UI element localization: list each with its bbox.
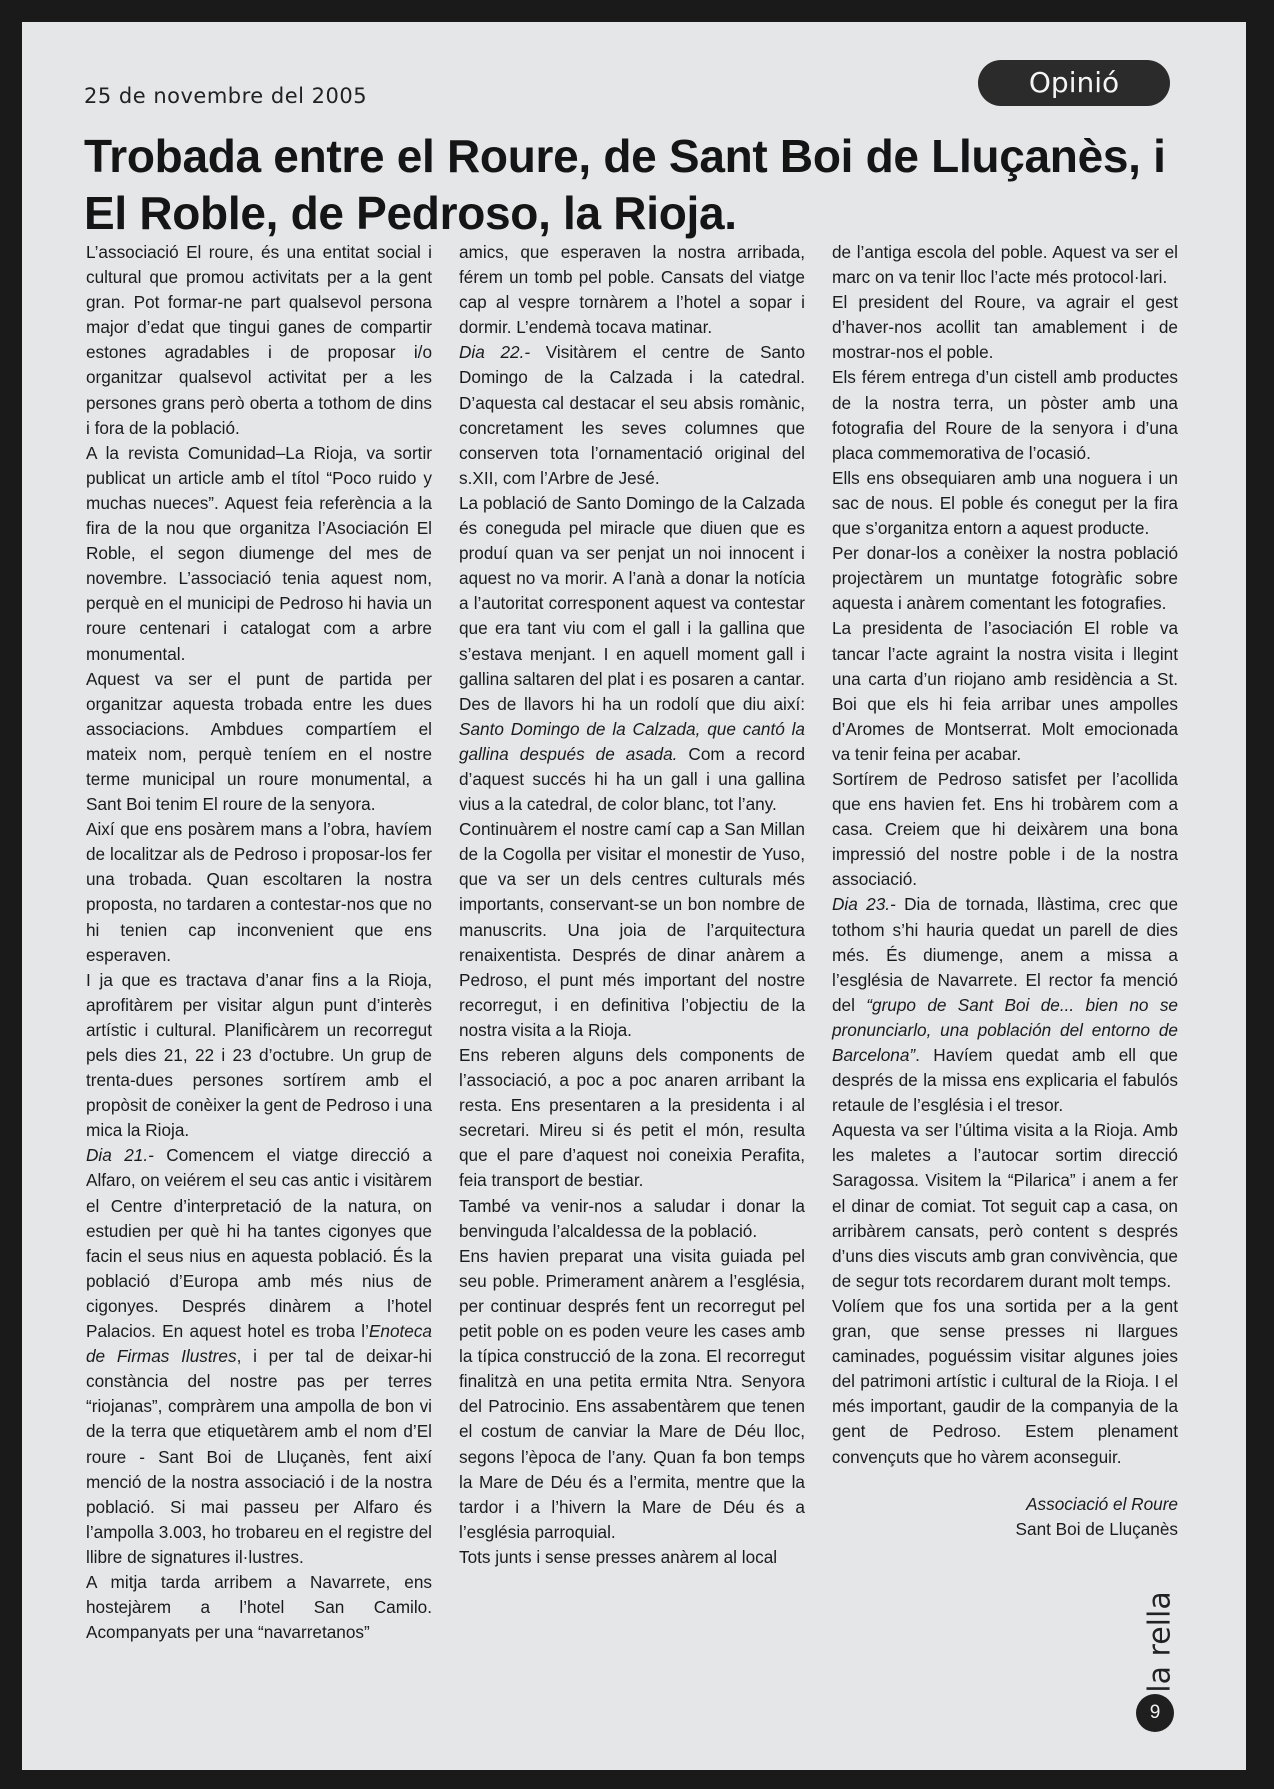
day-label: Dia 23.-	[832, 894, 896, 915]
column-3	[832, 240, 1178, 1542]
paragraph: Tots junts i sense presses anàrem al local	[459, 1546, 778, 1567]
brand-text: la rella	[1142, 1591, 1178, 1693]
paragraph: de l’antiga escola del poble. Aquest va ser el marc on va tenir lloc l’acte més protocol·lari.	[832, 242, 1178, 288]
paragraph: Els férem entrega d’un cistell amb productes de la nostra terra, un pòster amb una fotografia del Roure de la senyora i d’una placa commemorativa de l’ocasió.	[832, 367, 1178, 463]
column-2	[459, 240, 805, 1570]
article-title: Trobada entre el Roure, de Sant Boi de Lluçanès, i El Roble, de Pedroso, la Rioja.	[84, 130, 1166, 239]
issue-date: 25 de novembre del 2005	[84, 84, 368, 108]
paragraph: Sortírem de Pedroso satisfet per l’acollida que ens havien fet. Ens hi trobàrem com a casa. Creiem que hi deixàrem una bona impressió del nostre poble i de la nostra associació.	[832, 768, 1178, 890]
paragraph: També va venir-nos a saludar i donar la benvinguda l’alcaldessa de la població.	[459, 1195, 805, 1241]
text-run: La població de Santo Domingo de la Calzada és coneguda pel miracle que diuen que es produí quan va ser penjat un noi innocent i aquest no va morir. A l’anà a donar la notícia a l’autoritat corresponent aquest va contestar que era tant viu com el gall i la gallina que s’estava menjant. I en aquell moment gall i gallina saltaren del plat i es posaren a cantar. Des de llavors hi ha un rodolí que diu així:	[459, 492, 805, 714]
paragraph: Ens reberen alguns dels components de l’associació, a poc a poc anaren arribant la resta. Ens presentaren a la presidenta i al secretari. Mireu si és petit el món, resulta que el pare d’aquest noi coneixia Perafita, feia transport de bestiar.	[459, 1045, 805, 1191]
paragraph: Ens havien preparat una visita guiada pel seu poble. Primerament anàrem a l’església, per continuar després fent un recorregut pel petit poble on es poden veure les cases amb la típica construcció de la zona. El recorregut finalitzà en una petita ermita Ntra. Senyora del Patrocinio. Ens assabentàrem que tenen el costum de canviar la Mare de Déu lloc, segons l’època de l’any. Quan fa bon temps la Mare de Déu és a l’ermita, mentre que la tardor i a l’hivern la Mare de Déu és a l’església parroquial.	[459, 1245, 805, 1542]
paragraph: A la revista Comunidad–La Rioja, va sortir publicat un article amb el títol “Poco ruido y muchas nueces”. Aquest feia referència a la fira de la nou que organitza l’Asociación El Roble, el segon diumenge del mes de novembre. L’associació tenia aquest nom, perquè en el municipi de Pedroso hi havia un roure centenari i catalogat com a arbre monumental.	[86, 442, 432, 664]
paragraph	[86, 1143, 432, 1570]
signature-organization: Associació el Roure	[1026, 1493, 1178, 1514]
text-run: , i per tal de deixar-hi constància del nostre pas per terres “riojanas”, compràrem una ampolla de bon vi de la terra que etiquetàrem amb el nom d’El roure - Sant Boi de Lluçanès, fent així menció de la nostra associació i de la nostra població. Si mai passeu per Alfaro és l’ampolla 3.003, ho trobareu en el registre del llibre de signatures il·lustres.	[86, 1346, 433, 1567]
signature	[832, 1492, 1178, 1542]
paragraph: L’associació El roure, és una entitat social i cultural que promou activitats per a la gent gran. Pot formar-ne part qualsevol persona major d’edat que tingui ganes de compartir estones agradables i de proposar i/o organitzar qualsevol activitat per a les persones grans però oberta a tothom de dins i fora de la població.	[86, 242, 432, 438]
paragraph: La presidenta de l’asociación El roble va tancar l’acte agraint la nostra visita i llegint una carta d’un riojano amb residència a St. Boi que els hi feia arribar unes ampolles d’Aromes de Montserrat. Molt emocionada va tenir feina per acabar.	[832, 618, 1178, 764]
paragraph: A mitja tarda arribem a Navarrete, ens hostejàrem a l’hotel San Camilo. Acompanyats per una “navarretanos”	[86, 1571, 432, 1643]
paragraph: amics, que esperaven la nostra arribada, férem un tomb pel poble. Cansats del viatge cap al vespre tornàrem a l’hotel a sopar i dormir. L’endemà tocava matinar.	[459, 242, 805, 338]
text-run: Dia de tornada, llàstima, crec que tothom s’hi hauria quedat un parell de dies més. És diumenge, anem a missa a l’església de Navarrete. El rector fa menció del	[832, 894, 1179, 1015]
paragraph: Així que ens posàrem mans a l’obra, havíem de localitzar als de Pedroso i proposar-los fer una trobada. Quan escoltaren la nostra proposta, no tardaren a contestar-nos que no hi tenien cap inconvenient que ens esperaven.	[86, 819, 432, 965]
text-run: . Havíem quedat amb ell que després de la missa ens explicaria el fabulós retaule de l’església i el tresor.	[832, 1045, 1178, 1116]
paragraph: Ells ens obsequiaren amb una noguera i un sac de nous. El poble és conegut per la fira que s’organitza entorn a aquest producte.	[832, 467, 1178, 539]
paragraph	[459, 340, 805, 491]
paragraph: El president del Roure, va agrair el gest d’haver-nos acollit tan amablement i de mostrar-nos el poble.	[832, 292, 1178, 363]
magazine-brand	[1140, 1587, 1180, 1697]
paragraph: I ja que es tractava d’anar fins a la Rioja, aprofitàrem per visitar algun punt d’interès artístic i cultural. Planificàrem un recorregut pels dies 21, 22 i 23 d’octubre. Un grup de trenta-dues persones sortírem amb el propòsit de conèixer la gent de Pedroso i una mica la Rioja.	[86, 969, 432, 1141]
paragraph: Continuàrem el nostre camí cap a San Millan de la Cogolla per visitar el monestir de Yuso, que va ser un dels centres culturals més importants, conservant-se un bon nombre de manuscrits. Una joia de l’arquitectura renaixentista. Després de dinar anàrem a Pedroso, el punt més important del nostre recorregut, i en definitiva l’objectiu de la nostra visita a la Rioja.	[459, 819, 805, 1040]
paragraph: Aquest va ser el punt de partida per organitzar aquesta trobada entre les dues associacions. Ambdues compartíem el mateix nom, perquè teníem en el nostre terme municipal un roure monumental, a Sant Boi tenim El roure de la senyora.	[86, 668, 432, 815]
day-label: Dia 21.-	[86, 1145, 154, 1166]
paragraph	[459, 491, 805, 817]
signature-place: Sant Boi de Lluçanès	[1015, 1518, 1178, 1539]
paragraph: Volíem que fos una sortida per a la gent gran, que sense presses ni llargues caminades, poguéssim visitar algunes joies del patrimoni artístic i cultural de la Rioja. I el més important, gaudir de la companyia de la gent de Pedroso. Estem plenament convençuts que ho vàrem aconseguir.	[832, 1295, 1178, 1467]
italic-run: “grupo de Sant Boi de... bien no se pronunciarlo, una población del entorno de Barcelona”	[832, 994, 1178, 1065]
italic-run: Enoteca de Firmas Ilustres	[86, 1321, 432, 1367]
text-run: Visitàrem el centre de Santo Domingo de la Calzada i la catedral. D’aquesta cal destacar el seu absis romànic, concretament les seves columnes que conserven tota l’ornamentació original del s.XII, com l’Arbre de Jesé.	[459, 342, 805, 488]
text-run: Comencem el viatge direcció a Alfaro, on veiérem el seu cas antic i visitàrem el Centre d’interpretació de la natura, on estudien per què hi ha tantes cigonyes que facin el seus nius en aquesta població. És la població d’Europa amb més nius de cigonyes. Després dinàrem a l’hotel Palacios. En aquest hotel es troba l’	[86, 1145, 432, 1342]
italic-run: Santo Domingo de la Calzada, que cantó la gallina después de asada.	[459, 718, 805, 764]
day-label: Dia 22.-	[459, 342, 531, 363]
page-number: 9	[1136, 1694, 1174, 1732]
section-badge: Opinió	[978, 60, 1170, 106]
paragraph	[832, 892, 1178, 1118]
paragraph: Per donar-los a conèixer la nostra població projectàrem un muntatge fotogràfic sobre aquesta i anàrem comentant les fotografies.	[832, 543, 1178, 614]
column-1	[86, 240, 432, 1645]
text-run: Com a record d’aquest succés hi ha un gall i una gallina vius a la catedral, de color blanc, tot l’any.	[459, 743, 805, 815]
paragraph: Aquesta va ser l’última visita a la Rioja. Amb les maletes a l’autocar sortim direcció Saragossa. Visitem la “Pilarica” i anem a fer el dinar de comiat. Tot seguit cap a casa, on arribàrem cansats, però content s després d’uns dies viscuts amb gran convivència, que de segur tots recordarem durant molt temps.	[832, 1120, 1178, 1291]
magazine-page	[22, 22, 1246, 1770]
